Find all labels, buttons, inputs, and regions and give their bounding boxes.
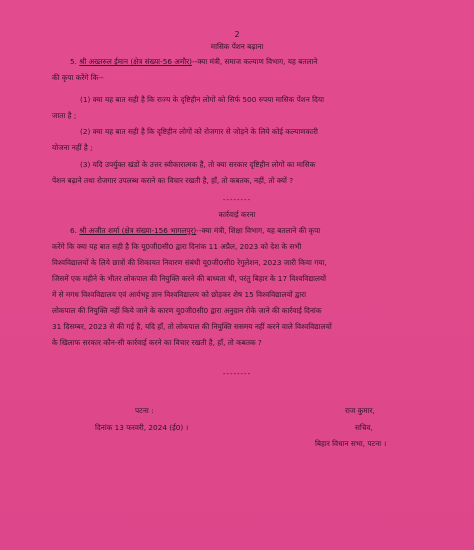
section2-line-0: --क्या मंत्री, शिक्षा विभाग, यह बतलाने की कृपा [196, 226, 321, 235]
section2-line-5: लोकपाल की नियुक्ति नहीं किये जाने के कारण यू0जी0सी0 द्वारा अनुदान रोके जाने की कार्रवाई दिनांक [52, 306, 322, 315]
section1-line-6: (3) यदि उपर्युक्त खंडों के उत्तर स्वीकारात्मक हैं, तो क्या सरकार दृष्टिहीन लोगों का मासिक [80, 160, 316, 169]
section2-line-4: में से मगध विश्वविद्यालय एवं आर्यभट्ट ज्ञान विश्वविद्यालय को छोड़कर शेष 15 विश्वविद्यालयों द्वारा [52, 290, 306, 299]
footer-designation: सचिव, [355, 423, 373, 432]
section1-line-4: (2) क्या यह बात सही है कि दृष्टिहीन लोगों को रोजगार से जोड़ने के लिये कोई कल्याणकारी [80, 127, 318, 136]
section1-line-1: की कृपा करेंगे कि-- [52, 73, 104, 82]
section1-line-2: (1) क्या यह बात सही है कि राज्य के दृष्टिहीन लोगों को सिर्फ 500 रुपया मासिक पेंशन दिया [80, 95, 324, 104]
section2-line-6: 31 दिसम्बर, 2023 से की गई है, यदि हाँ, तो लोकपाल की नियुक्ति ससमय नहीं करने वाले विश्वविद्यालयों [52, 322, 332, 331]
section1-line-0: --क्या मंत्री, समाज कल्याण विभाग, यह बतलाने [191, 57, 318, 66]
section2-line-7: के खिलाफ सरकार कौन-सी कार्रवाई करने का विचार रखती है, हाँ, तो कबतक ? [52, 338, 262, 347]
section2-question-header [70, 226, 320, 236]
footer-place: पटना : [135, 406, 154, 415]
section2-heading: कार्रवाई करना [218, 210, 256, 219]
section1-heading: मासिक पेंशन बढ़ाना [210, 42, 264, 51]
footer-signatory: राज कुमार, [345, 406, 375, 415]
section1-line-3: जाता है ; [52, 111, 77, 120]
section-separator-2: -------- [222, 370, 252, 378]
section1-line-5: योजना नहीं है ; [52, 143, 93, 152]
section1-member: श्री अख्तरुल ईमान (क्षेत्र संख्या-56 अमौर) [79, 57, 192, 66]
section2-line-1: करेंगे कि क्या यह बात सही है कि यू0जी0सी0 द्वारा दिनांक 11 अप्रैल, 2023 को देश के सभी [52, 242, 302, 251]
section-separator-1: -------- [222, 196, 252, 204]
section2-line-3: जिसमें एक महीने के भीतर लोकपाल की नियुक्ति करने की बाध्यता थी, परंतु बिहार के 17 विश्वविद्यालयों [52, 274, 327, 283]
footer-office: बिहार विधान सभा, पटना । [315, 439, 387, 448]
section1-line-7: पेंशन बढ़ाने तथा रोजगार उपलब्ध कराने का विचार रखती है, हाँ, तो कबतक, नहीं, तो क्यों ? [52, 176, 294, 185]
section1-question-number: 5. [70, 57, 77, 66]
page-number: 2 [234, 30, 240, 39]
section2-member: श्री अजीत शर्मा (क्षेत्र संख्या-156 भागलपुर) [79, 226, 197, 235]
footer-date: दिनांक 13 फरवरी, 2024 (ई0) । [95, 423, 189, 432]
section1-question-header [70, 57, 317, 67]
section2-question-number: 6. [70, 226, 77, 235]
section2-line-2: विश्वविद्यालयों के लिये छात्रों की शिकायत निवारण संबंधी यू0जी0सी0 रेगुलेशन, 2023 जारी किया गया, [52, 258, 327, 267]
